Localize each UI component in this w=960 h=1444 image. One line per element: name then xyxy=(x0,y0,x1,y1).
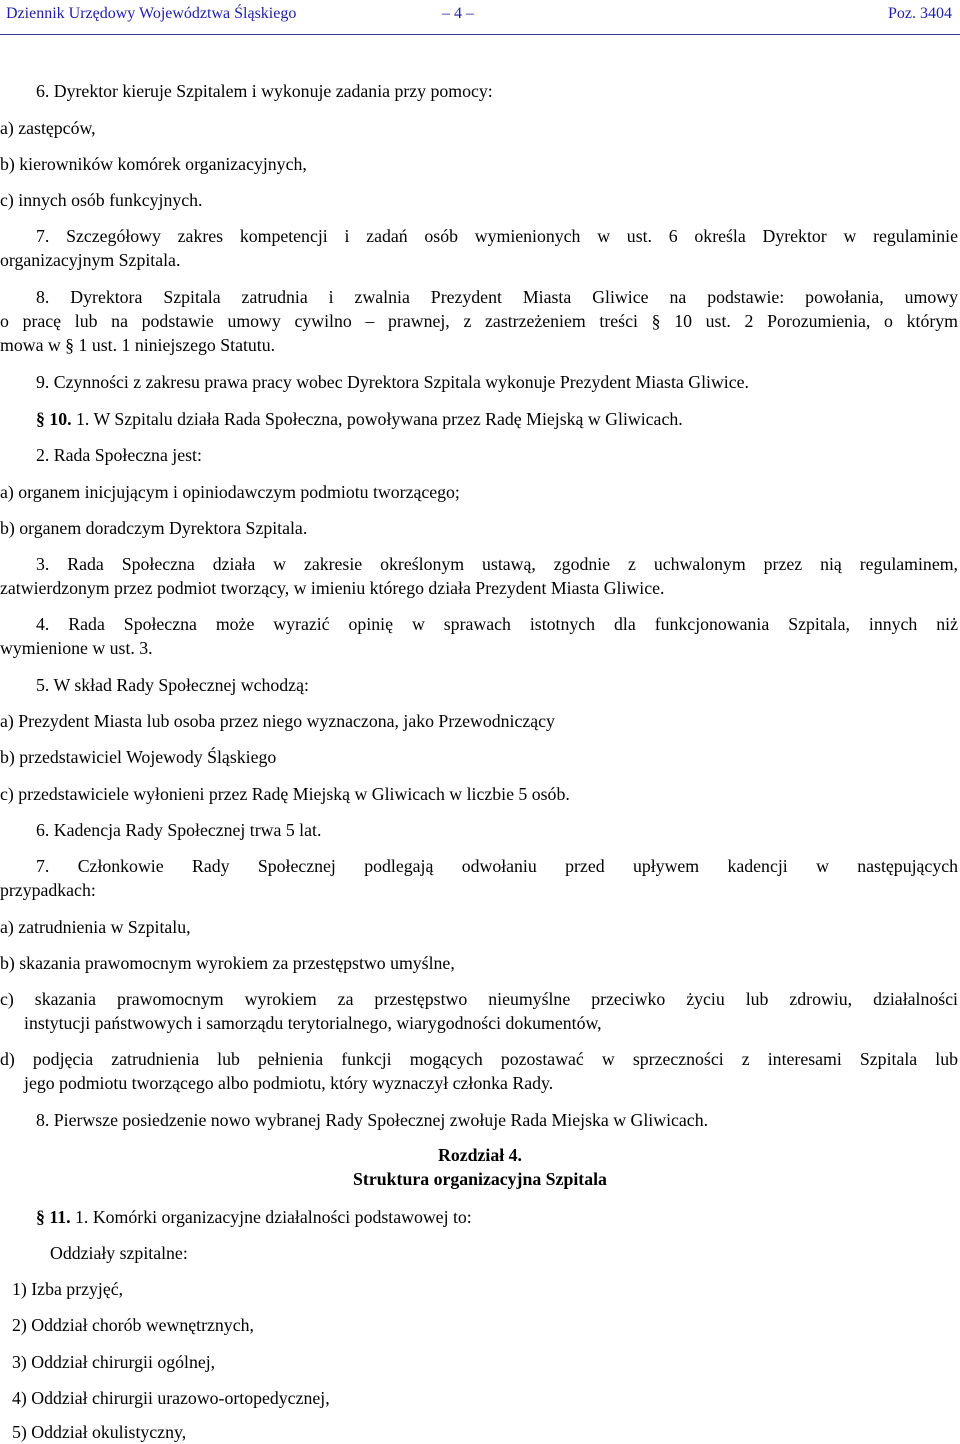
list-item: c) przedstawiciele wyłonieni przez Radę Miejską w Gliwicach w liczbie 5 osób. xyxy=(0,784,570,804)
section-10-paragraph-3-line-1: 3. Rada Społeczna działa w zakresie określonym ustawą, zgodnie z uchwalonym przez nią regulaminem, xyxy=(36,554,958,574)
section-10-paragraph-8: 8. Pierwsze posiedzenie nowo wybranej Rady Społecznej zwołuje Rada Miejska w Gliwicach. xyxy=(36,1110,709,1130)
list-item: b) organem doradczym Dyrektora Szpitala. xyxy=(0,518,308,538)
section-10-paragraph-6: 6. Kadencja Rady Społecznej trwa 5 lat. xyxy=(36,820,322,840)
list-item: c) innych osób funkcyjnych. xyxy=(0,190,203,210)
paragraph-8-line-3: mowa w § 1 ust. 1 niniejszego Statutu. xyxy=(0,335,276,355)
list-item: 4) Oddział chirurgii urazowo-ortopedycznej, xyxy=(12,1388,330,1408)
paragraph-7-line-2: organizacyjnym Szpitala. xyxy=(0,250,181,270)
page-header xyxy=(0,0,960,35)
chapter-title: Rozdział 4. xyxy=(438,1145,522,1165)
section-number: § 10. xyxy=(36,409,72,429)
list-item: b) przedstawiciel Wojewody Śląskiego xyxy=(0,747,277,767)
section-10-paragraph-3-line-2: zatwierdzonym przez podmiot tworzący, w imieniu którego działa Prezydent Miasta Gliwice. xyxy=(0,578,665,598)
list-item: d) podjęcia zatrudnienia lub pełnienia funkcji mogących pozostawać w sprzeczności z interesami Szpitala lub xyxy=(0,1049,958,1069)
paragraph-8-line-1: 8. Dyrektora Szpitala zatrudnia i zwalnia Prezydent Miasta Gliwice na podstawie: powołania, umowy xyxy=(36,287,958,307)
list-item: a) zatrudnienia w Szpitalu, xyxy=(0,917,191,937)
paragraph-9: 9. Czynności z zakresu prawa pracy wobec Dyrektora Szpitala wykonuje Prezydent Miasta Gliwice. xyxy=(36,372,749,392)
list-item: c) skazania prawomocnym wyrokiem za przestępstwo nieumyślne przeciwko życiu lub zdrowiu, działalności xyxy=(0,989,958,1009)
wards-heading: Oddziały szpitalne: xyxy=(50,1243,188,1263)
position-number: Poz. 3404 xyxy=(888,5,952,22)
section-10-paragraph-2: 2. Rada Społeczna jest: xyxy=(36,445,202,465)
section-10-paragraph-7-line-2: przypadkach: xyxy=(0,880,96,900)
section-10-paragraph-4-line-1: 4. Rada Społeczna może wyrazić opinię w sprawach istotnych dla funkcjonowania Szpitala, innych niż xyxy=(36,614,958,634)
list-item: 3) Oddział chirurgii ogólnej, xyxy=(12,1352,216,1372)
paragraph-7-line-1: 7. Szczegółowy zakres kompetencji i zadań osób wymienionych w ust. 6 określa Dyrektor w regulaminie xyxy=(36,226,958,246)
list-item: a) zastępców, xyxy=(0,118,96,138)
list-item: 2) Oddział chorób wewnętrznych, xyxy=(12,1315,254,1335)
section-11-paragraph-1 xyxy=(36,1205,472,1229)
section-10-paragraph-4-line-2: wymienione w ust. 3. xyxy=(0,638,153,658)
list-item: a) organem inicjującym i opiniodawczym podmiotu tworzącego; xyxy=(0,482,460,502)
list-item: b) kierowników komórek organizacyjnych, xyxy=(0,154,307,174)
list-item: b) skazania prawomocnym wyrokiem za przestępstwo umyślne, xyxy=(0,953,455,973)
section-10-paragraph-7-line-1: 7. Członkowie Rady Społecznej podlegają odwołaniu przed upływem kadencji w następujących xyxy=(36,856,958,876)
publication-title: Dziennik Urzędowy Województwa Śląskiego xyxy=(6,5,297,22)
list-item: 5) Oddział okulistyczny, xyxy=(12,1422,187,1442)
list-item: a) Prezydent Miasta lub osoba przez niego wyznaczona, jako Przewodniczący xyxy=(0,711,555,731)
chapter-subtitle: Struktura organizacyjna Szpitala xyxy=(353,1169,607,1189)
list-item-continuation: jego podmiotu tworzącego albo podmiotu, który wyznaczył członka Rady. xyxy=(24,1073,554,1093)
section-number: § 11. xyxy=(36,1207,71,1227)
paragraph-8-line-2: o pracę lub na podstawie umowy cywilno – prawnej, z zastrzeżeniem treści § 10 ust. 2 Porozumienia, o którym xyxy=(0,311,958,331)
page-number: – 4 – xyxy=(442,5,474,22)
list-item-continuation: instytucji państwowych i samorządu terytorialnego, wiarygodności dokumentów, xyxy=(24,1013,602,1033)
section-text: 1. W Szpitalu działa Rada Społeczna, powoływana przez Radę Miejską w Gliwicach. xyxy=(71,409,683,429)
section-text: 1. Komórki organizacyjne działalności podstawowej to: xyxy=(70,1207,472,1227)
section-10-paragraph-1 xyxy=(36,407,683,431)
list-item: 1) Izba przyjęć, xyxy=(12,1279,124,1299)
section-10-paragraph-5: 5. W skład Rady Społecznej wchodzą: xyxy=(36,675,309,695)
paragraph-6: 6. Dyrektor kieruje Szpitalem i wykonuje zadania przy pomocy: xyxy=(36,81,493,101)
